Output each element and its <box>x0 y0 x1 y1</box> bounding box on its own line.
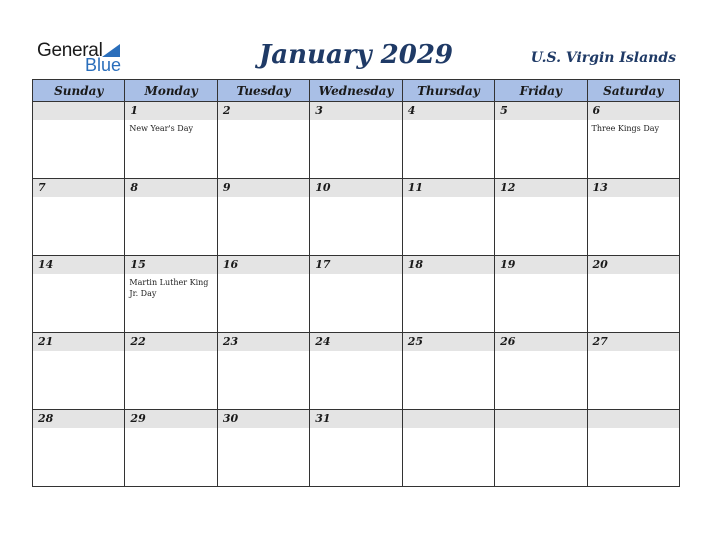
weekday-header: Wednesday <box>310 80 402 102</box>
day-cell <box>587 410 679 487</box>
weekday-header: Tuesday <box>217 80 309 102</box>
holiday-label: Three Kings Day <box>591 124 660 133</box>
weekday-header-row <box>33 80 680 102</box>
day-number: 26 <box>495 333 586 351</box>
day-number: 4 <box>403 102 494 120</box>
day-number: 22 <box>125 333 216 351</box>
day-number: 17 <box>310 256 401 274</box>
day-number: 3 <box>310 102 401 120</box>
day-cell <box>495 410 587 487</box>
holiday-label: Martin Luther King Jr. Day <box>129 278 209 298</box>
weekday-header: Friday <box>495 80 587 102</box>
weekday-header: Saturday <box>587 80 679 102</box>
day-number: 12 <box>495 179 586 197</box>
weekday-header: Monday <box>125 80 217 102</box>
calendar-grid <box>32 79 680 487</box>
day-number: 16 <box>218 256 309 274</box>
day-number: 18 <box>403 256 494 274</box>
day-cell <box>402 410 494 487</box>
day-number <box>33 102 124 120</box>
day-number: 27 <box>588 333 679 351</box>
day-number: 6 <box>588 102 679 120</box>
day-number: 1 <box>125 102 216 120</box>
day-number <box>495 410 586 428</box>
day-cell <box>587 256 679 333</box>
day-cell <box>125 102 217 179</box>
day-number: 13 <box>588 179 679 197</box>
week-row <box>33 410 680 487</box>
day-number: 20 <box>588 256 679 274</box>
day-number: 29 <box>125 410 216 428</box>
day-cell <box>587 333 679 410</box>
week-row <box>33 102 680 179</box>
day-number: 14 <box>33 256 124 274</box>
day-cell <box>587 179 679 256</box>
day-number: 25 <box>403 333 494 351</box>
day-cell <box>217 410 309 487</box>
day-number: 15 <box>125 256 216 274</box>
day-number: 11 <box>403 179 494 197</box>
day-cell <box>125 256 217 333</box>
day-cell <box>125 333 217 410</box>
day-number: 19 <box>495 256 586 274</box>
day-number: 31 <box>310 410 401 428</box>
day-number: 23 <box>218 333 309 351</box>
week-row <box>33 256 680 333</box>
region-label: U.S. Virgin Islands <box>530 50 676 66</box>
day-cell <box>33 179 125 256</box>
holiday-label: New Year's Day <box>129 124 194 133</box>
day-cell <box>217 179 309 256</box>
day-number: 5 <box>495 102 586 120</box>
logo-blue-text: Blue <box>85 55 122 75</box>
day-cell <box>33 410 125 487</box>
day-cell <box>495 179 587 256</box>
day-cell <box>33 102 125 179</box>
week-row <box>33 179 680 256</box>
day-number: 2 <box>218 102 309 120</box>
day-number: 30 <box>218 410 309 428</box>
logo-general-text: General <box>37 40 103 61</box>
day-cell <box>125 179 217 256</box>
week-row <box>33 333 680 410</box>
calendar-title: January 2029 <box>258 40 454 70</box>
day-number: 7 <box>33 179 124 197</box>
day-cell <box>33 256 125 333</box>
day-cell <box>217 102 309 179</box>
day-cell <box>217 333 309 410</box>
day-cell <box>310 333 402 410</box>
day-cell <box>33 333 125 410</box>
day-cell <box>310 102 402 179</box>
day-number <box>588 410 679 428</box>
day-cell <box>587 102 679 179</box>
day-cell <box>402 256 494 333</box>
day-cell <box>402 333 494 410</box>
day-cell <box>125 410 217 487</box>
day-cell <box>495 333 587 410</box>
day-number: 24 <box>310 333 401 351</box>
day-number: 10 <box>310 179 401 197</box>
day-cell <box>310 410 402 487</box>
day-cell <box>310 179 402 256</box>
day-cell <box>495 102 587 179</box>
day-number: 28 <box>33 410 124 428</box>
day-number: 21 <box>33 333 124 351</box>
day-number: 9 <box>218 179 309 197</box>
day-number <box>403 410 494 428</box>
day-cell <box>310 256 402 333</box>
day-cell <box>402 102 494 179</box>
day-number: 8 <box>125 179 216 197</box>
day-cell <box>217 256 309 333</box>
weekday-header: Thursday <box>402 80 494 102</box>
day-cell <box>495 256 587 333</box>
weekday-header: Sunday <box>33 80 125 102</box>
day-cell <box>402 179 494 256</box>
